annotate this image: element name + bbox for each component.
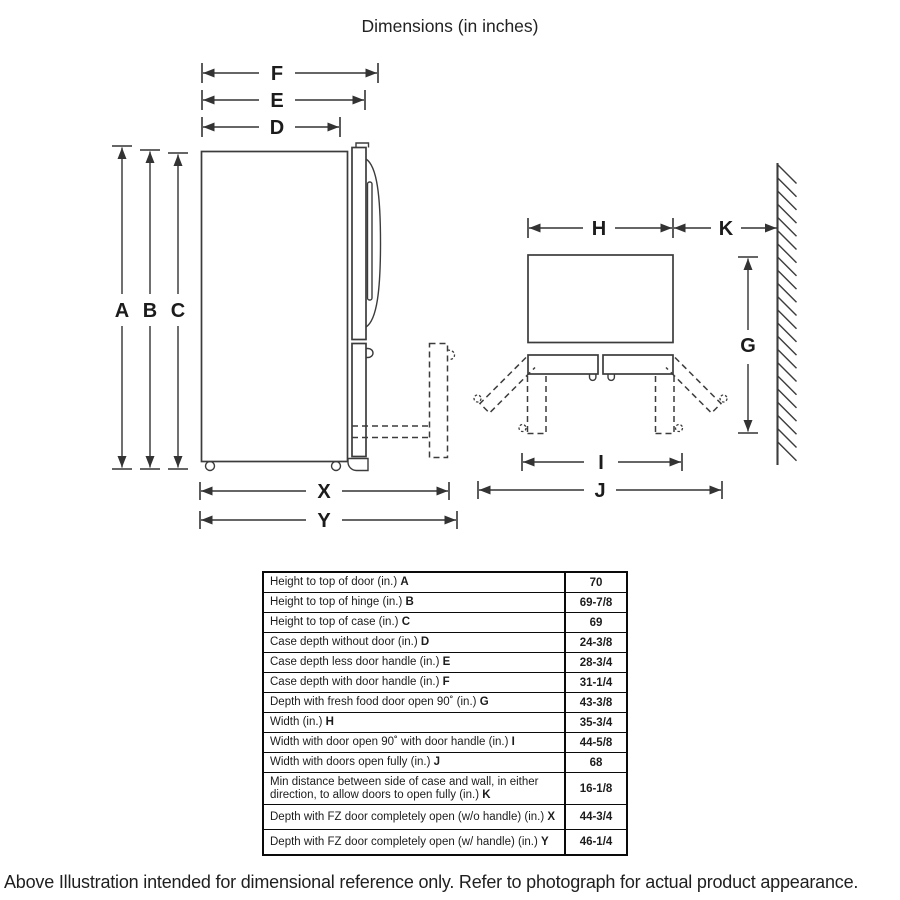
table-row xyxy=(264,612,626,632)
left-door-handle xyxy=(590,374,596,380)
spec-label-cell xyxy=(264,653,566,672)
dim-label-e: E xyxy=(270,90,284,112)
dim-label-d: D xyxy=(269,117,285,139)
spec-value-cell: 24-3/8 xyxy=(579,636,613,649)
spec-value-cell: 44-3/4 xyxy=(579,811,613,823)
spec-label-cell xyxy=(264,733,566,752)
dim-label-i: I xyxy=(598,452,604,474)
door-foot xyxy=(348,459,368,471)
spec-letter: D xyxy=(420,636,430,648)
spec-label-text: Case depth less door handle (in.) xyxy=(270,656,440,668)
dim-label-k: K xyxy=(718,218,734,240)
spec-value-cell: 69 xyxy=(589,616,603,629)
table-row xyxy=(264,829,626,854)
table-row xyxy=(264,804,626,829)
right-door-open-full-dashed xyxy=(666,358,721,414)
table-row xyxy=(264,592,626,612)
right-door-open-90-dashed xyxy=(656,376,675,434)
spec-label-cell xyxy=(264,805,566,829)
spec-value-cell: 31-1/4 xyxy=(579,676,613,689)
spec-letter: J xyxy=(433,756,441,768)
table-row xyxy=(264,692,626,712)
right-open-handle-dashed xyxy=(720,395,727,402)
spec-label-text: Case depth without door (in.) xyxy=(270,636,418,648)
spec-letter: C xyxy=(401,616,410,628)
spec-letter: G xyxy=(479,696,489,708)
spec-letter: E xyxy=(442,656,451,668)
table-row xyxy=(264,752,626,772)
spec-label-cell xyxy=(264,830,566,854)
dim-label-h: H xyxy=(591,218,607,240)
table-row xyxy=(264,672,626,692)
dimensions-table xyxy=(262,571,628,856)
spec-letter: I xyxy=(511,736,515,748)
dim-label-a: A xyxy=(114,300,130,322)
table-row xyxy=(264,632,626,652)
spec-label-cell xyxy=(264,753,566,772)
spec-value-cell: 28-3/4 xyxy=(579,656,613,669)
dim-label-f: F xyxy=(270,63,284,85)
spec-label-text: Width with doors open fully (in.) xyxy=(270,756,431,768)
spec-label-text: Depth with FZ door completely open (w/ handle) (in.) xyxy=(270,835,538,848)
right-door-handle xyxy=(608,374,614,380)
depth-dimensions xyxy=(202,63,378,139)
caster-rear xyxy=(332,462,341,471)
spec-value-cell: 70 xyxy=(589,576,603,589)
left-open-handle-dashed xyxy=(474,395,481,402)
spec-label-text: Depth with FZ door completely open (w/o handle) (in.) xyxy=(270,810,545,823)
spec-value-cell: 35-3/4 xyxy=(579,716,613,729)
spec-label-text: Height to top of case (in.) xyxy=(270,616,399,628)
fridge-top-view xyxy=(474,163,797,502)
spec-value-cell: 68 xyxy=(589,756,603,769)
height-dimensions xyxy=(112,146,188,469)
footer-note: Above Illustration intended for dimensional reference only. Refer to photograph for actual product appearance. xyxy=(4,872,859,892)
spec-value-cell: 43-3/8 xyxy=(579,696,613,709)
wall-hatching xyxy=(778,165,797,461)
spec-label-text: Min distance between side of case and wall, in either direction, to allow doors to open fully (in.) xyxy=(270,775,539,801)
freezer-door-side xyxy=(352,344,366,457)
spec-label-cell xyxy=(264,673,566,692)
table-row xyxy=(264,573,626,592)
spec-label-text: Width with door open 90˚ with door handle (in.) xyxy=(270,736,509,748)
spec-letter: K xyxy=(482,788,491,801)
spec-label-text: Case depth with door handle (in.) xyxy=(270,676,440,688)
spec-label-cell xyxy=(264,693,566,712)
spec-letter: F xyxy=(442,676,450,688)
table-row xyxy=(264,772,626,804)
left-door-open-full-dashed xyxy=(480,358,535,414)
table-row xyxy=(264,732,626,752)
spec-value-cell: 46-1/4 xyxy=(579,836,613,848)
spec-label-cell xyxy=(264,713,566,732)
spec-label-cell xyxy=(264,613,566,632)
freezer-handle xyxy=(366,349,373,358)
dim-label-b: B xyxy=(142,300,158,322)
spec-letter: B xyxy=(405,596,414,608)
left-door-open-90-dashed xyxy=(528,376,547,434)
case-top-view xyxy=(528,255,673,343)
table-row xyxy=(264,712,626,732)
open-depth-dimensions xyxy=(200,481,457,532)
page-title: Dimensions (in inches) xyxy=(361,16,539,36)
table-row xyxy=(264,652,626,672)
spec-label-cell xyxy=(264,773,566,804)
spec-value-cell: 44-5/8 xyxy=(579,736,613,749)
spec-value-cell: 16-1/8 xyxy=(579,782,613,795)
caster-front xyxy=(206,462,215,471)
spec-value-cell: 69-7/8 xyxy=(579,596,613,609)
fridge-side-view xyxy=(202,143,455,471)
right-door-closed xyxy=(603,355,673,374)
left-door-closed xyxy=(528,355,598,374)
spec-letter: A xyxy=(400,576,409,588)
spec-label-cell xyxy=(264,573,566,592)
freezer-door-open-dashed xyxy=(430,344,448,458)
spec-letter: X xyxy=(547,810,556,823)
right-90-handle-dashed xyxy=(676,425,683,432)
dim-label-c: C xyxy=(170,300,186,322)
spec-letter: Y xyxy=(541,835,549,848)
spec-letter: H xyxy=(325,716,334,728)
dim-label-y: Y xyxy=(317,510,331,532)
spec-label-text: Width (in.) xyxy=(270,716,323,728)
fresh-food-door-side xyxy=(352,148,366,340)
freezer-open-handle-dashed xyxy=(448,350,455,360)
spec-label-text: Height to top of door (in.) xyxy=(270,576,398,588)
case-side xyxy=(202,152,348,462)
dim-label-g: G xyxy=(740,335,756,357)
spec-label-text: Depth with fresh food door open 90˚ (in.) xyxy=(270,696,477,708)
dim-label-j: J xyxy=(594,480,606,502)
left-90-handle-dashed xyxy=(519,425,526,432)
spec-label-cell xyxy=(264,633,566,652)
dim-label-x: X xyxy=(317,481,331,503)
spec-label-cell xyxy=(264,593,566,612)
spec-label-text: Height to top of hinge (in.) xyxy=(270,596,403,608)
door-handle-bar xyxy=(368,182,373,300)
